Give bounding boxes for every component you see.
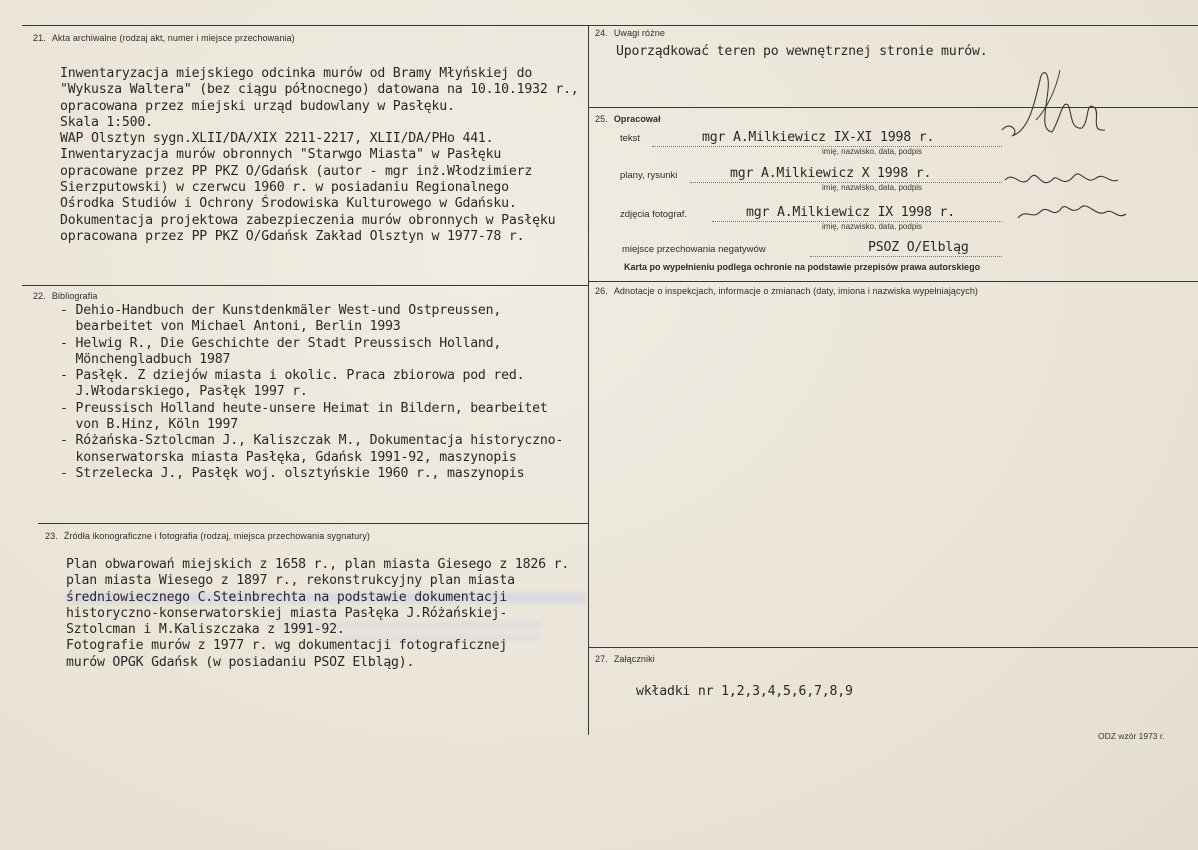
section-23-title-note: (rodzaj, miejsca przechowania sygnatury) [200, 531, 370, 541]
section-23-line: murów OPGK Gdańsk (w posiadaniu PSOZ Elbląg). [66, 654, 415, 670]
section-21-line: Skala 1:500. [60, 114, 153, 130]
row-label-photos: zdjęcia fotograf. [620, 209, 688, 220]
section-24-text: Uporządkować teren po wewnętrznej stronie murów. [616, 44, 988, 59]
section-21-title-note: (rodzaj akt, numer i miejsce przechowania) [119, 33, 295, 43]
section-21-line: Inwentaryzacja murów obronnych "Starwgo Miasta" w Pasłęku [60, 147, 502, 163]
negatives-value: PSOZ O/Elbląg [868, 240, 969, 255]
vertical-divider [588, 25, 589, 735]
section-23-line: Fotografie murów z 1977 r. wg dokumentacji fotograficznej [66, 638, 508, 654]
row-value-text: mgr A.Milkiewicz IX-XI 1998 r. [702, 130, 935, 145]
section-22-header [33, 291, 98, 301]
section-27-text: wkładki nr 1,2,3,4,5,6,7,8,9 [636, 684, 853, 699]
section-22-number: 22. [33, 291, 46, 301]
top-border [22, 25, 1198, 26]
section-23-line: Sztolcman i M.Kaliszczaka z 1991-92. [66, 622, 345, 638]
bibliography-line: - Helwig R., Die Geschichte der Stadt Preussisch Holland, [60, 335, 502, 351]
bibliography-line: J.Włodarskiego, Pasłęk 1997 r. [60, 384, 308, 400]
signature-text [990, 60, 1120, 140]
section-21-text [60, 66, 579, 245]
section-23-title: Źródła ikonograficzne i fotografia [63, 531, 198, 541]
section-23-number: 23. [45, 531, 58, 541]
section-21-line: Dokumentacja projektowa zabezpieczenia murów obronnych w Pasłęku [60, 212, 556, 228]
section-25-header [595, 114, 661, 124]
row-value-plans: mgr A.Milkiewicz X 1998 r. [730, 166, 932, 181]
bibliography-line: - Preussisch Holland heute-unsere Heimat in Bildern, bearbeitet [60, 400, 548, 416]
right-divider-26-27 [588, 647, 1198, 648]
section-26-title: Adnotacje o inspekcjach, informacje o zmianach [613, 286, 811, 296]
section-24-title: Uwagi różne [613, 28, 665, 38]
section-26-title-note: (daty, imiona i nazwiska wypełniających) [813, 286, 979, 296]
left-divider-21-22 [22, 285, 588, 286]
bibliography-line: bearbeitet von Michael Antoni, Berlin 1993 [60, 319, 401, 335]
bibliography-line: - Pasłęk. Z dziejów miasta i okolic. Praca zbiorowa pod red. [60, 368, 525, 384]
negatives-dotline [810, 256, 1002, 257]
section-25-number: 25. [595, 114, 608, 124]
bibliography-line: - Strzelecka J., Pasłęk woj. olsztyńskie 1960 r., maszynopis [60, 465, 525, 481]
section-24-number: 24. [595, 28, 608, 38]
section-21-line: opracowana przez miejski urząd budowlany w Pasłęku. [60, 98, 455, 114]
left-divider-22-23 [38, 523, 588, 524]
section-26-number: 26. [595, 286, 608, 296]
section-21-header [33, 33, 295, 43]
section-22-bibliography [60, 303, 563, 482]
signature-photos [1010, 190, 1130, 230]
section-27-number: 27. [595, 654, 608, 664]
section-23-header [45, 531, 370, 541]
section-21-line: Sierzputowski) w czerwcu 1960 r. w posiadaniu Regionalnego [60, 180, 509, 196]
row-sublabel-text: imię, nazwisko, data, podpis [822, 147, 923, 156]
section-22-title: Bibliografia [51, 291, 98, 301]
section-25-title: Opracował [613, 114, 661, 124]
section-23-line: Plan obwarowań miejskich z 1658 r., plan miasta Giesego z 1826 r. [66, 557, 570, 572]
section-23-line: średniowiecznego C.Steinbrechta na podstawie dokumentacji [66, 589, 508, 605]
section-21-line: WAP Olsztyn sygn.XLII/DA/XIX 2211-2217, XLII/DA/PHo 441. [60, 131, 494, 147]
bibliography-line: - Dehio-Handbuch der Kunstdenkmäler West-und Ostpreussen, [60, 303, 502, 318]
form-reference: ODZ wzór 1973 r. [1098, 731, 1165, 741]
right-divider-25-26 [588, 281, 1198, 282]
section-21-line: "Wykusza Waltera" (bez ciągu północnego) datowana na 10.10.1932 r., [60, 82, 579, 98]
row-label-text: tekst [620, 133, 641, 144]
row-value-photos: mgr A.Milkiewicz IX 1998 r. [746, 205, 955, 220]
bibliography-line: - Różańska-Sztolcman J., Kaliszczak M., Dokumentacja historyczno- [60, 433, 564, 449]
section-21-line: opracowana przez PP PKZ O/Gdańsk Zakład Olsztyn w 1977-78 r. [60, 228, 525, 244]
section-21-line: opracowane przez PP PKZ O/Gdańsk (autor - mgr inż.Włodzimierz [60, 163, 533, 179]
section-27-header [595, 654, 655, 664]
negatives-label: miejsce przechowania negatywów [622, 244, 766, 255]
section-26-header [595, 286, 978, 296]
section-23-line: plan miasta Wiesego z 1897 r., rekonstrukcyjny plan miasta [66, 573, 515, 589]
bibliography-line: Mönchengladbuch 1987 [60, 351, 231, 367]
section-23-line: historyczno-konserwatorskiej miasta Pasłęka J.Różańskiej- [66, 605, 508, 621]
section-24-header [595, 28, 665, 38]
section-23-text [66, 557, 569, 671]
section-21-title: Akta archiwalne [51, 33, 117, 43]
row-sublabel-photos: imię, nazwisko, data, podpis [822, 222, 923, 231]
section-27-title: Załączniki [613, 654, 655, 664]
copyright-note: Karta po wypełnieniu podlega ochronie na podstawie przepisów prawa autorskiego [624, 262, 981, 272]
section-21-line: Inwentaryzacja miejskiego odcinka murów od Bramy Młyńskiej do [60, 66, 533, 81]
bibliography-line: konserwatorska miasta Pasłęka, Gdańsk 1991-92, maszynopis [60, 449, 517, 465]
section-21-line: Ośrodka Studiów i Ochrony Środowiska Kulturowego w Gdańsku. [60, 196, 517, 212]
section-21-number: 21. [33, 33, 46, 43]
row-label-plans: plany, rysunki [620, 170, 678, 181]
row-sublabel-plans: imię, nazwisko, data, podpis [822, 183, 923, 192]
bibliography-line: von B.Hinz, Köln 1997 [60, 417, 239, 433]
